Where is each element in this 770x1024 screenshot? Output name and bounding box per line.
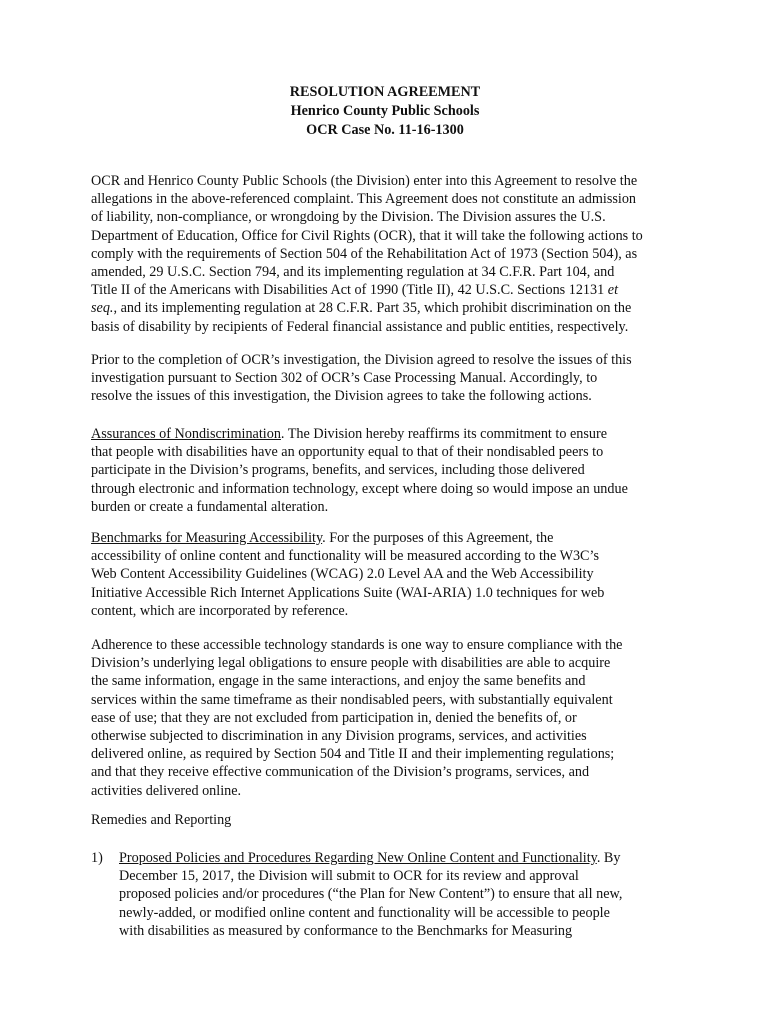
text-line: OCR and Henrico County Public Schools (the Division) enter into this Agreement to resolve the [91, 173, 638, 189]
text-line: accessibility of online content and functionality will be measured according to the W3C’s [91, 548, 599, 565]
policies-heading: Proposed Policies and Procedures Regarding New Online Content and Functionality [119, 850, 597, 866]
text-line: participate in the Division’s programs, benefits, and services, including those delivered [91, 462, 585, 479]
text-line: comply with the requirements of Section 504 of the Rehabilitation Act of 1973 (Section 504), as [91, 245, 638, 262]
text-segment: Title II of the Americans with Disabilities Act of 1990 (Title II), 42 U.S.C. Sections 12131 [91, 282, 608, 299]
text-line: Adherence to these accessible technology standards is one way to ensure compliance with the [91, 637, 623, 653]
text-line: ease of use; that they are not excluded from participation in, denied the benefits of, or [91, 709, 577, 726]
text-line: basis of disability by recipients of Federal financial assistance and public entities, respectively. [91, 318, 629, 335]
assurances-paragraph [91, 425, 691, 516]
text-line [91, 425, 691, 443]
adherence-paragraph [91, 636, 691, 800]
text-line [119, 849, 699, 867]
benchmarks-heading: Benchmarks for Measuring Accessibility [91, 530, 323, 546]
text-line: Initiative Accessible Rich Internet Applications Suite (WAI-ARIA) 1.0 techniques for web [91, 584, 605, 601]
text-line: otherwise subjected to discrimination in any Division programs, services, and activities [91, 728, 587, 745]
benchmarks-paragraph [91, 529, 691, 620]
text-line [91, 529, 691, 547]
text-line: content, which are incorporated by reference. [91, 602, 349, 619]
text-line: through electronic and information technology, except where doing so would impose an undue [91, 480, 628, 497]
text-line: burden or create a fundamental alteration. [91, 498, 329, 515]
text-line: Prior to the completion of OCR’s investigation, the Division agreed to resolve the issues of this [91, 352, 632, 368]
remedies-heading [91, 811, 691, 829]
text-segment: . The Division hereby reaffirms its commitment to ensure [280, 426, 608, 442]
text-line: that people with disabilities have an opportunity equal to that of their nondisabled peers to [91, 444, 604, 461]
text-line: Remedies and Reporting [91, 812, 232, 828]
case-number: OCR Case No. 11-16-1300 [306, 122, 464, 138]
list-item [119, 849, 699, 940]
text-line: and that they receive effective communication of the Division’s programs, services, and [91, 764, 590, 781]
text-line: investigation pursuant to Section 302 of OCR’s Case Processing Manual. Accordingly, to [91, 370, 598, 387]
document-subtitle: Henrico County Public Schools [290, 103, 480, 119]
text-line [91, 299, 691, 317]
intro-paragraph [91, 172, 691, 336]
document-title: RESOLUTION AGREEMENT [289, 84, 481, 100]
list-number: 1) [91, 850, 103, 866]
text-line: with disabilities as measured by conformance to the Benchmarks for Measuring [119, 922, 573, 939]
text-line: activities delivered online. [91, 782, 242, 799]
assurances-heading: Assurances of Nondiscrimination [91, 426, 281, 442]
process-paragraph [91, 351, 691, 406]
text-segment: , and its implementing regulation at 28 C.F.R. Part 35, which prohibit discrimination on the [113, 300, 632, 317]
text-line: December 15, 2017, the Division will submit to OCR for its review and approval [119, 868, 579, 885]
text-line: the same information, engage in the same interactions, and enjoy the same benefits and [91, 673, 586, 690]
text-line: Web Content Accessibility Guidelines (WCAG) 2.0 Level AA and the Web Accessibility [91, 566, 594, 583]
italic-et: et [607, 282, 619, 299]
text-line: Division’s underlying legal obligations to ensure people with disabilities are able to acquire [91, 655, 611, 672]
text-line: amended, 29 U.S.C. Section 794, and its implementing regulation at 34 C.F.R. Part 104, and [91, 264, 615, 281]
text-line: allegations in the above-referenced complaint. This Agreement does not constitute an admission [91, 191, 637, 208]
text-line: newly-added, or modified online content and functionality will be accessible to people [119, 904, 610, 921]
text-line: of liability, non-compliance, or wrongdoing by the Division. The Division assures the U.S. [91, 209, 606, 226]
text-line: proposed policies and/or procedures (“the Plan for New Content”) to ensure that all new, [119, 886, 623, 903]
text-segment: . By [596, 850, 621, 866]
text-line [91, 281, 691, 299]
text-line: delivered online, as required by Section 504 and Title II and their implementing regulations; [91, 746, 615, 763]
text-line: Department of Education, Office for Civil Rights (OCR), that it will take the following actions to [91, 227, 643, 244]
text-segment: . For the purposes of this Agreement, the [322, 530, 554, 546]
italic-seq: seq. [91, 300, 114, 317]
text-line: resolve the issues of this investigation, the Division agrees to take the following actions. [91, 388, 592, 405]
text-line: services within the same timeframe as their nondisabled peers, with substantially equivalent [91, 691, 613, 708]
